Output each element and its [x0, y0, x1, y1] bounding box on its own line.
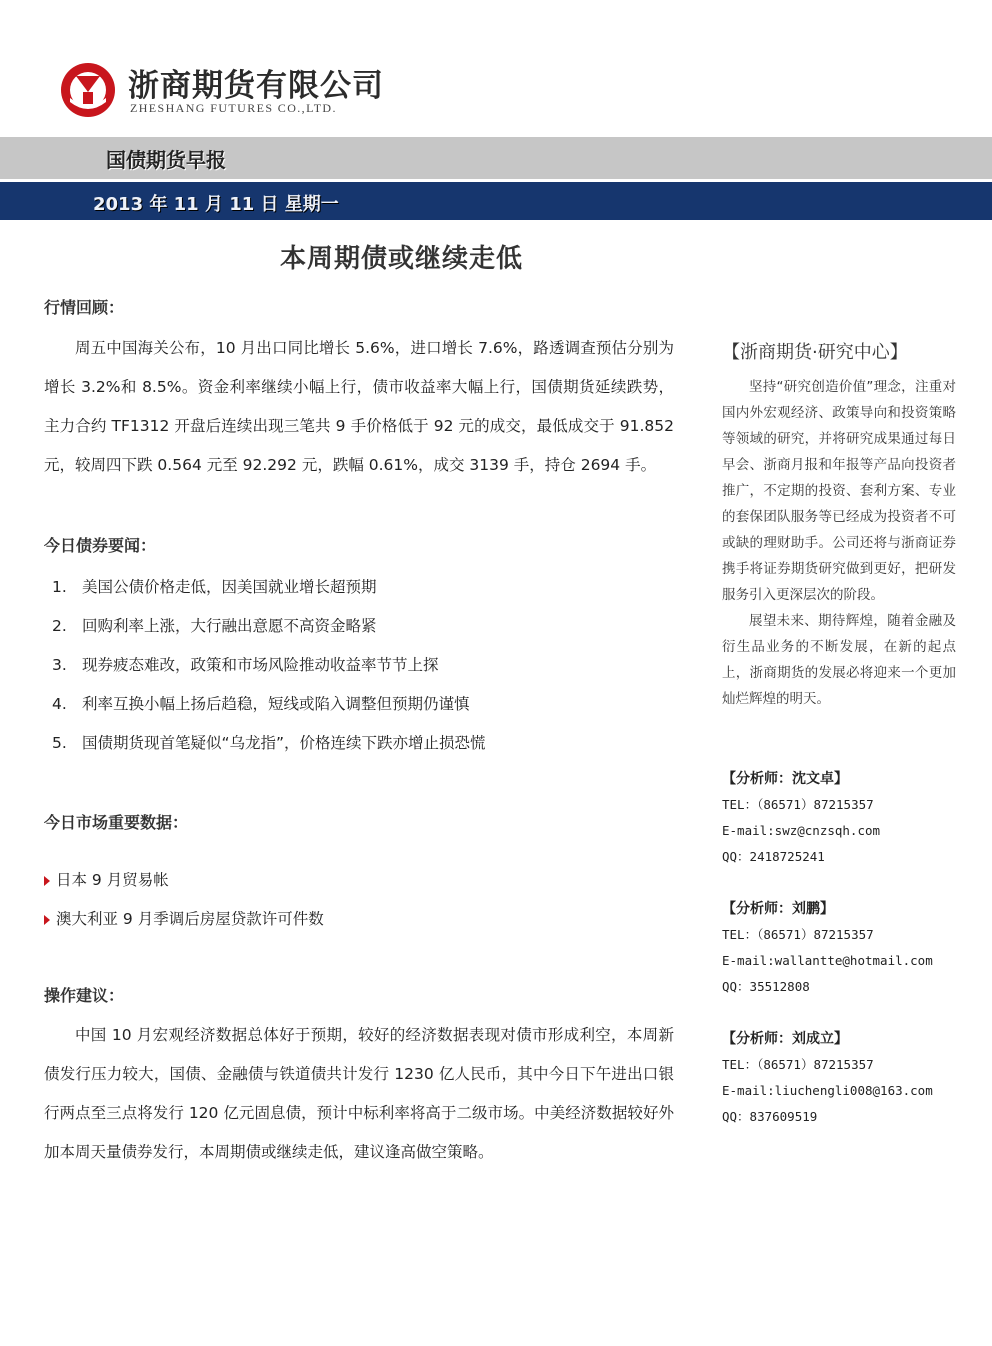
analyst-card: [722, 896, 956, 1000]
bullet-triangle-icon: [44, 915, 50, 925]
list-item-num: 4.: [52, 695, 67, 713]
main-column: [44, 290, 674, 1172]
list-item-num: 2.: [52, 617, 67, 635]
list-item: [44, 685, 674, 724]
analyst-email[interactable]: E-mail:liuchengli008@163.com: [722, 1083, 933, 1098]
list-item-num: 5.: [52, 734, 67, 752]
company-logo-icon: [60, 62, 116, 118]
sidebar-outlook: 展望未来、期待辉煌，随着金融及衍生品业务的不断发展，在新的起点上，浙商期货的发展必将迎来一个更加灿烂辉煌的明天。: [722, 613, 956, 707]
list-item: [44, 568, 674, 607]
analyst-tel: TEL：（86571）87215357: [722, 927, 874, 942]
news-list: [44, 568, 674, 763]
review-text: 周五中国海关公布，10 月出口同比增长 5.6%，进口增长 7.6%，路透调查预估分别为增长 3.2%和 8.5%。资金利率继续小幅上行，债市收益率大幅上行，国债期货延续跌势，主力合约 TF1312 开盘后连续出现三笔共 9 手价格低于 92 元的成交，最低成交于 91.852 元，较周四下跌 0.564 元至 92.292 元，跌幅 0.61%，成交 3139 手，持仓 2694 手。: [44, 339, 674, 474]
analyst-qq: QQ：35512808: [722, 979, 810, 994]
report-date: 2013 年 11 月 11 日 星期一: [93, 194, 339, 215]
list-item-text: 国债期货现首笔疑似“乌龙指”，价格连续下跌亦增止损恐慌: [82, 734, 486, 752]
list-item: [44, 861, 674, 900]
analyst-card: [722, 1026, 956, 1130]
list-item-num: 3.: [52, 656, 67, 674]
sidebar-intro: 坚持“研究创造价值”理念，注重对国内外宏观经济、政策导向和投资策略等领域的研究，并将研究成果通过每日早会、浙商月报和年报等产品向投资者推广，不定期的投资、套利方案、专业的套保团队服务等已经成为投资者不可或缺的理财助手。公司还将与浙商证券携手将证券期货研究做到更好，把研发服务引入更深层次的阶段。: [722, 379, 956, 603]
list-item: [44, 646, 674, 685]
list-item-text: 现券疲态难改，政策和市场风险推动收益率节节上探: [82, 656, 439, 674]
market-data-heading: 今日市场重要数据：: [44, 813, 189, 832]
list-item: [44, 607, 674, 646]
report-title-band: [0, 137, 992, 179]
news-heading: 今日债券要闻：: [44, 536, 157, 555]
market-data-list: [44, 861, 674, 939]
list-item-text: 日本 9 月贸易帐: [56, 871, 169, 889]
company-name-cn: 浙商期货有限公司: [128, 68, 384, 104]
list-item-num: 1.: [52, 578, 67, 596]
list-item-text: 利率互换小幅上扬后趋稳，短线或陷入调整但预期仍谨慎: [82, 695, 470, 713]
report-date-band: [0, 182, 992, 220]
list-item-text: 回购利率上涨，大行融出意愿不高资金略紧: [82, 617, 377, 635]
sidebar-title: 【浙商期货·研究中心】: [722, 342, 908, 363]
advice-heading: 操作建议：: [44, 986, 125, 1005]
list-item: [44, 724, 674, 763]
advice-text: 中国 10 月宏观经济数据总体好于预期，较好的经济数据表现对债市形成利空，本周新债发行压力较大，国债、金融债与铁道债共计发行 1230 亿人民币，其中今日下午进出口银行两点至三点将发行 120 亿元固息债，预计中标利率将高于二级市场。中美经济数据较好外加本周天量债券发行，本周期债或继续走低，建议逢高做空策略。: [44, 1026, 674, 1161]
analyst-qq: QQ：2418725241: [722, 849, 825, 864]
review-heading: 行情回顾：: [44, 298, 125, 317]
analyst-email[interactable]: E-mail:wallantte@hotmail.com: [722, 953, 933, 968]
analyst-email[interactable]: E-mail:swz@cnzsqh.com: [722, 823, 881, 838]
report-title: 国债期货早报: [106, 148, 226, 172]
list-item-text: 澳大利亚 9 月季调后房屋贷款许可件数: [56, 910, 324, 928]
company-name-en: ZHESHANG FUTURES CO.,LTD.: [130, 101, 337, 115]
analyst-tel: TEL：（86571）87215357: [722, 1057, 874, 1072]
analyst-tel: TEL：（86571）87215357: [722, 797, 874, 812]
analyst-name: 【分析师：沈文卓】: [722, 771, 848, 787]
bullet-triangle-icon: [44, 876, 50, 886]
analyst-name: 【分析师：刘鹏】: [722, 901, 834, 917]
sidebar: [722, 338, 956, 1130]
analyst-name: 【分析师：刘成立】: [722, 1031, 848, 1047]
page-headline: 本周期债或继续走低: [280, 244, 524, 274]
analyst-card: [722, 766, 956, 870]
list-item-text: 美国公债价格走低，因美国就业增长超预期: [82, 578, 377, 596]
list-item: [44, 900, 674, 939]
analyst-qq: QQ：837609519: [722, 1109, 818, 1124]
